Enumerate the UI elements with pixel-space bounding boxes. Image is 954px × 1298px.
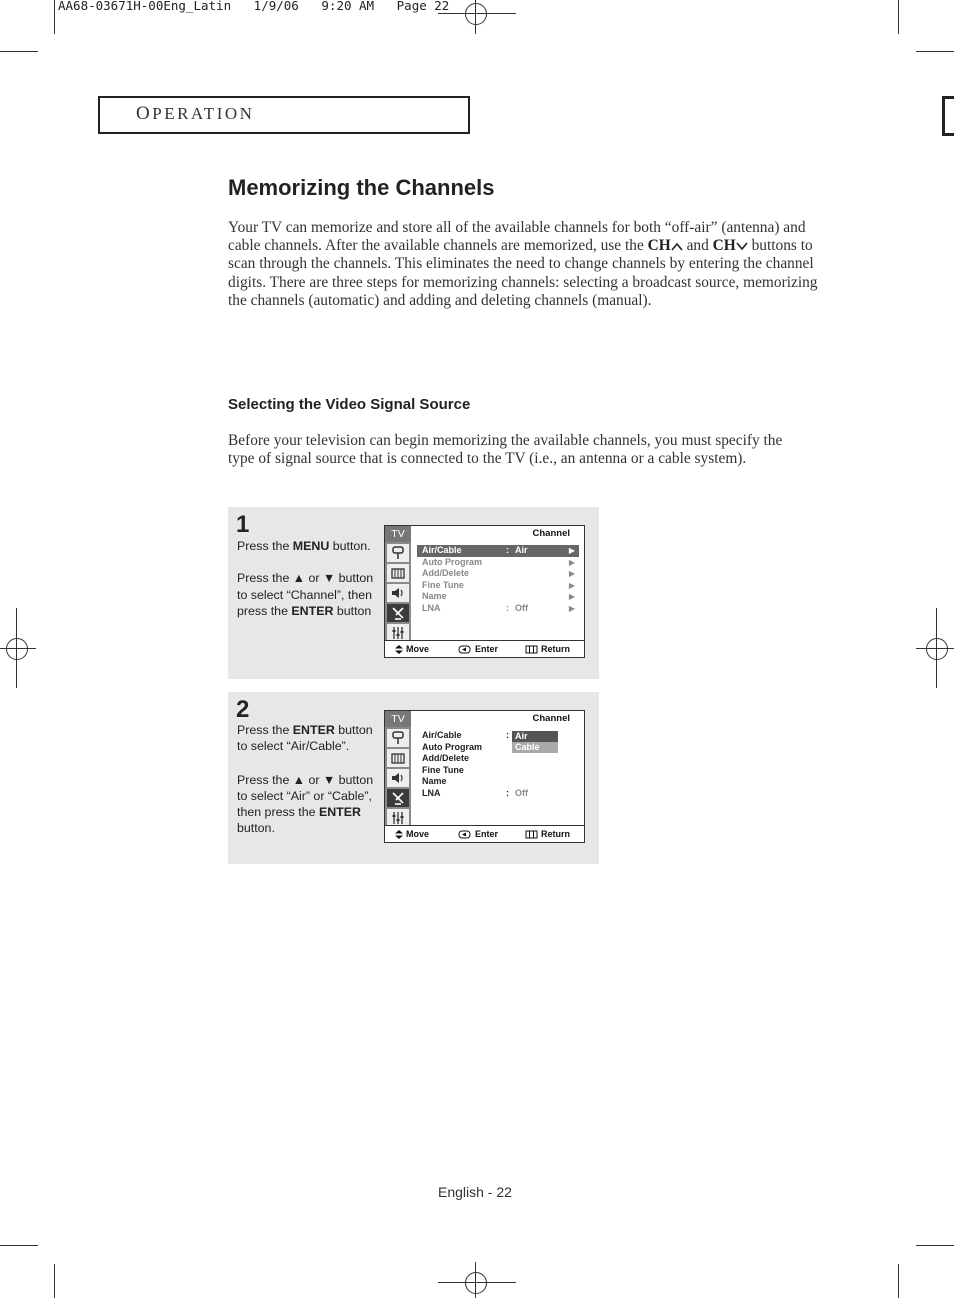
osd-row-auto-program[interactable]: Auto Program: [422, 741, 483, 752]
return-icon: [525, 645, 538, 654]
channel-antenna-icon[interactable]: [387, 604, 409, 622]
move-arrows-icon: [395, 645, 403, 654]
option-air[interactable]: Air: [512, 731, 558, 742]
osd-footer-move: Move: [406, 644, 430, 654]
step-text: button: [333, 603, 372, 618]
registration-mark: [475, 0, 476, 34]
step-number: 2: [236, 696, 250, 723]
osd-row-fine-tune[interactable]: Fine Tune: [422, 764, 464, 775]
osd-footer-enter: Enter: [475, 644, 499, 654]
osd-footer: [385, 825, 584, 842]
subheading: Selecting the Video Signal Source: [228, 396, 471, 413]
osd-tv-label: TV: [385, 526, 411, 542]
osd-channel-menu: [384, 525, 585, 658]
registration-mark: [6, 638, 28, 660]
step-text: button.: [237, 821, 275, 836]
crop-mark: [54, 1264, 55, 1298]
step-1-panel: [228, 507, 599, 679]
osd-channel-menu: [384, 710, 585, 843]
menu-key-label: MENU: [292, 539, 330, 553]
crop-mark: [898, 0, 899, 34]
osd-row-air-cable[interactable]: Air/Cable : Air ▶: [417, 545, 579, 557]
crop-mark: [0, 51, 38, 52]
step-instructions: [237, 722, 377, 837]
osd-row-lna[interactable]: LNA : Off ▶: [422, 602, 575, 613]
registration-mark: [465, 3, 487, 25]
chevron-up-icon: [671, 241, 683, 251]
crop-mark: [916, 1245, 954, 1246]
channel-antenna-icon[interactable]: [387, 789, 409, 807]
sound-bars-icon[interactable]: [387, 564, 409, 582]
registration-mark: [916, 648, 954, 649]
osd-footer-move: Move: [406, 829, 430, 839]
registration-mark: [936, 608, 937, 688]
intro-text: Your TV can memorize and store all of the available channels for both “off-air” (antenna) and cable channels. After the available channels are memorized, use the: [228, 219, 806, 255]
section-label: [136, 103, 254, 125]
enter-key-label: ENTER: [292, 723, 335, 737]
intro-text: buttons to scan through the channels. This eliminates the need to change channels by entering the channel digits. There are three steps for memorizing channels: selecting a broadcast source, memorizing the channels (automatic) and adding and deleting channels (manual).: [228, 237, 818, 309]
osd-row-name[interactable]: Name: [422, 776, 447, 786]
move-arrows-icon: [395, 830, 403, 839]
enter-icon: [458, 645, 471, 654]
osd-icon-rail: [385, 727, 411, 827]
chevron-down-icon: [736, 241, 748, 251]
section-label-rest: PERATION: [152, 104, 255, 123]
crop-mark: [898, 1264, 899, 1298]
osd-row-fine-tune[interactable]: Fine Tune ▶: [422, 579, 575, 590]
enter-icon: [458, 830, 471, 839]
registration-mark: [0, 648, 36, 649]
step-number: 1: [236, 511, 250, 538]
sound-bars-icon[interactable]: [387, 749, 409, 767]
osd-tv-label: TV: [385, 711, 411, 727]
step-text: Press the: [237, 723, 293, 737]
osd-title: Channel: [532, 713, 570, 724]
osd-row-air-cable[interactable]: Air/Cable :: [422, 730, 509, 740]
osd-icon-rail: [385, 542, 411, 642]
registration-mark: [465, 1272, 487, 1294]
ch-up-label: CH: [647, 237, 671, 255]
picture-icon[interactable]: [387, 729, 409, 747]
step-text: Press the ▲ or ▼ button to select “Air” or “Cable”, then press the: [237, 772, 374, 820]
registration-mark: [438, 1282, 516, 1283]
page-footer: English - 22: [438, 1184, 512, 1200]
registration-mark: [475, 1262, 476, 1298]
speaker-icon[interactable]: [387, 769, 409, 787]
ch-down-label: CH: [712, 237, 736, 255]
osd-row-add-delete[interactable]: Add/Delete: [422, 753, 470, 763]
intro-paragraph: [228, 219, 822, 310]
speaker-icon[interactable]: [387, 584, 409, 602]
osd-footer-return: Return: [541, 644, 570, 654]
section-label-initial: O: [136, 103, 153, 124]
picture-icon[interactable]: [387, 544, 409, 562]
enter-key-label: ENTER: [318, 805, 361, 820]
print-slug: AA68-03671H-00Eng_Latin 1/9/06 9:20 AM Page 22: [58, 0, 450, 13]
crop-mark: [54, 0, 55, 34]
step-2-panel: [228, 692, 599, 864]
step-instructions: [237, 538, 377, 619]
option-cable[interactable]: Cable: [512, 742, 558, 753]
osd-footer: [385, 640, 584, 657]
osd-row-name[interactable]: Name ▶: [422, 591, 575, 601]
osd-row-lna[interactable]: LNA : Off: [422, 787, 528, 798]
osd-footer-return: Return: [541, 829, 570, 839]
crop-mark: [916, 51, 954, 52]
page-title: Memorizing the Channels: [228, 175, 495, 200]
osd-row-auto-program[interactable]: Auto Program ▶: [422, 556, 575, 567]
osd-title: Channel: [532, 528, 570, 539]
side-tab: [942, 96, 954, 136]
signal-source-paragraph: Before your television can begin memorizing the available channels, you must specify the type of signal source that is connected to the TV (i.e., an antenna or a cable system).: [228, 432, 783, 468]
step-text: Press the ▲ or ▼ button to select “Channel”, then press the: [237, 571, 374, 618]
osd-footer-enter: Enter: [475, 829, 499, 839]
step-text: Press the: [237, 539, 293, 553]
return-icon: [525, 830, 538, 839]
registration-mark: [16, 608, 17, 688]
enter-key-label: ENTER: [291, 603, 334, 618]
registration-mark: [438, 13, 516, 14]
step-text: button to select “Air/Cable”.: [237, 723, 373, 754]
step-text: button.: [329, 539, 371, 553]
crop-mark: [0, 1245, 38, 1246]
intro-text: and: [682, 237, 713, 255]
registration-mark: [926, 638, 948, 660]
osd-row-add-delete[interactable]: Add/Delete ▶: [422, 568, 575, 578]
